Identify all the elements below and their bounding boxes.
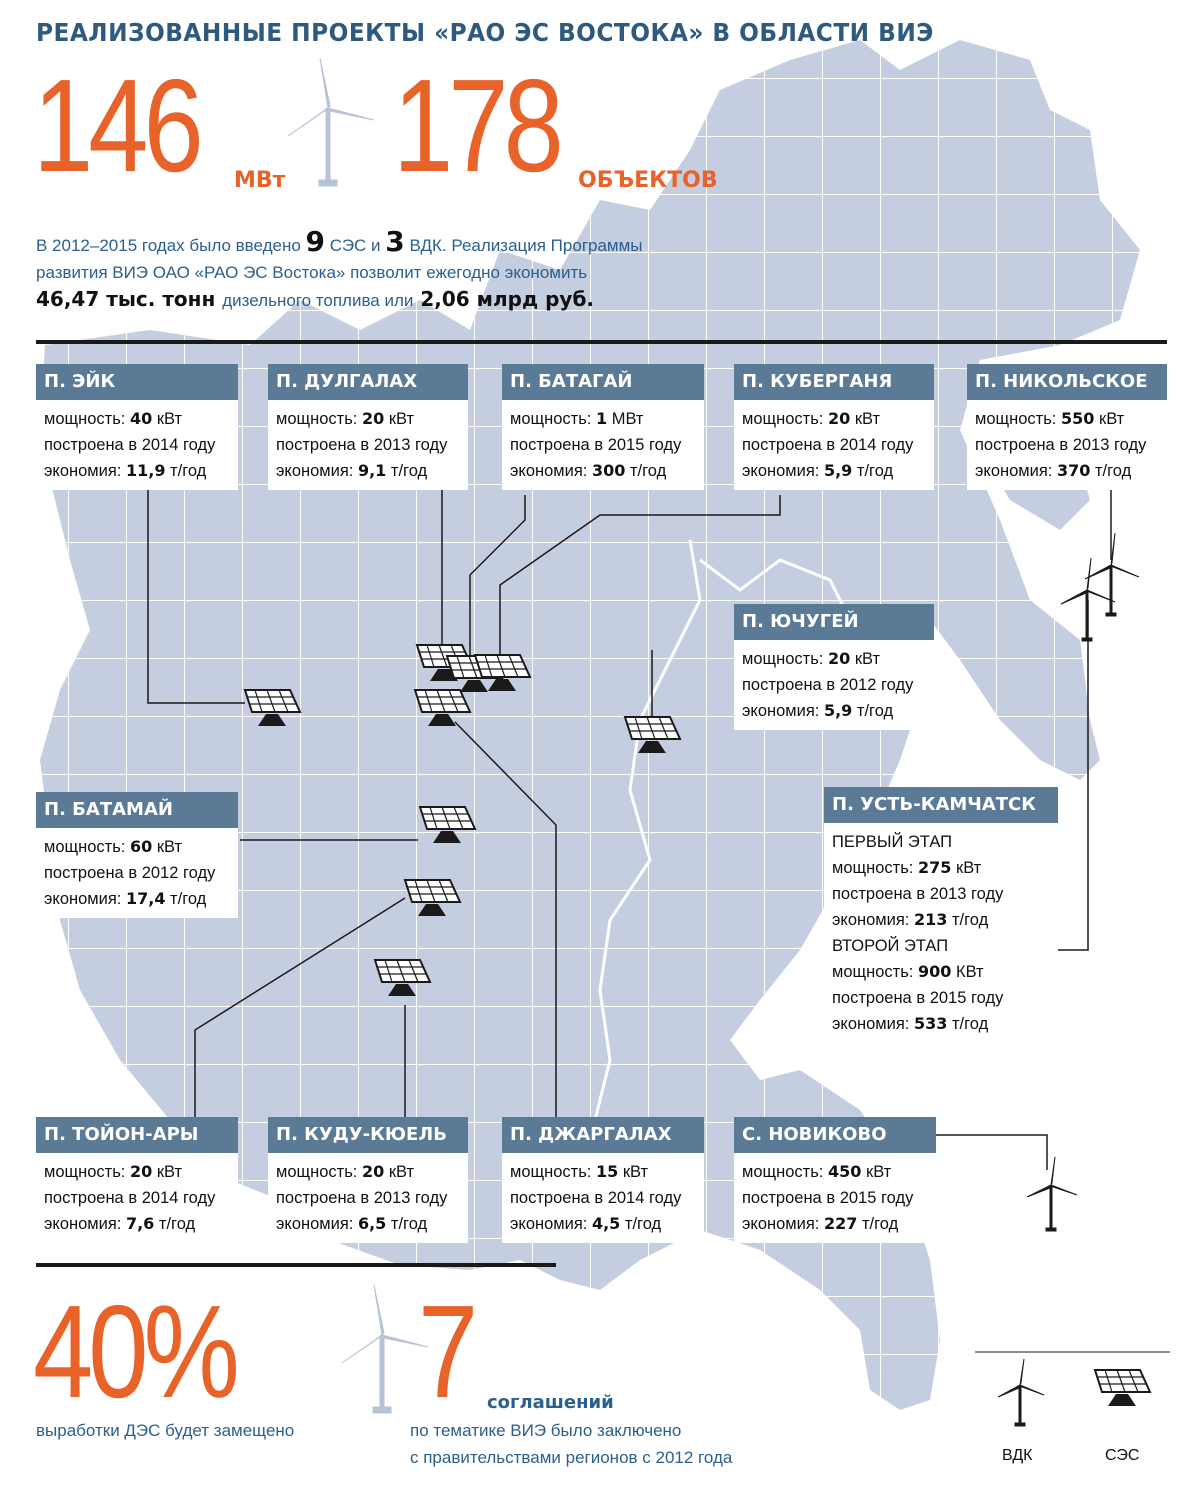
location-card xyxy=(36,364,238,490)
location-card xyxy=(502,364,704,490)
card-title: С. НОВИКОВО xyxy=(734,1117,936,1153)
power-row: мощность: 550 кВт xyxy=(975,409,1125,428)
location-card xyxy=(268,364,468,490)
intro-line1-c: ВДК. xyxy=(409,236,447,255)
share-caption: выработки ДЭС будет замещено xyxy=(36,1421,295,1440)
saving-row: экономия: 5,9 т/год xyxy=(742,461,894,480)
agreements-unit: соглашений xyxy=(487,1392,614,1413)
power-row: мощность: 20 кВт xyxy=(276,1162,415,1181)
built-row: построена в 2014 году xyxy=(742,436,914,454)
built-row: построена в 2015 году xyxy=(742,1189,914,1207)
top-divider xyxy=(36,340,1167,344)
intro-line1-d: Реализация Программы xyxy=(451,236,643,255)
intro-line3-mid: дизельного топлива или xyxy=(222,291,414,310)
built-row: построена в 2013 году xyxy=(975,436,1147,454)
card-title: П. ЭЙК xyxy=(36,364,238,400)
location-card xyxy=(36,1117,238,1243)
power-row: мощность: 1 МВт xyxy=(510,409,644,428)
intro-line1-a: В 2012–2015 годах было введено xyxy=(36,236,301,255)
power-row: мощность: 20 кВт xyxy=(742,409,881,428)
card-title: П. ТОЙОН-АРЫ xyxy=(36,1117,238,1153)
built-row: построена в 2013 году xyxy=(276,436,448,454)
location-card xyxy=(967,364,1167,490)
location-card xyxy=(734,364,934,490)
saving-row: экономия: 370 т/год xyxy=(975,461,1132,480)
power-row: мощность: 15 кВт xyxy=(510,1162,649,1181)
legend-solar-label: СЭС xyxy=(1105,1447,1140,1464)
agreements-line2: с правительствами регионов с 2012 года xyxy=(410,1448,733,1467)
objects-value: 178 xyxy=(393,52,559,199)
bottom-divider xyxy=(36,1263,556,1267)
capacity-value: 146 xyxy=(33,52,199,199)
card-ust-kamchatsk xyxy=(824,787,1058,1043)
capacity-unit: МВт xyxy=(234,168,286,193)
built-row: построена в 2012 году xyxy=(44,864,216,882)
built-row: построена в 2014 году xyxy=(44,436,216,454)
stage1-power-row: мощность: 275 кВт xyxy=(832,858,982,877)
card-title: П. УСТЬ-КАМЧАТСК xyxy=(824,787,1058,823)
money-amount: 2,06 млрд руб. xyxy=(420,287,595,311)
power-row: мощность: 60 кВт xyxy=(44,837,183,856)
stage2-saving-row: экономия: 533 т/год xyxy=(832,1014,989,1033)
built-row: построена в 2015 году xyxy=(510,436,682,454)
objects-unit: ОБЪЕКТОВ xyxy=(578,168,718,193)
power-row: мощность: 40 кВт xyxy=(44,409,183,428)
built-row: построена в 2014 году xyxy=(510,1189,682,1207)
page-title: РЕАЛИЗОВАННЫЕ ПРОЕКТЫ «РАО ЭС ВОСТОКА» В ОБЛАСТИ ВИЭ xyxy=(36,18,934,47)
saving-row: экономия: 300 т/год xyxy=(510,461,667,480)
built-row: построена в 2014 году xyxy=(44,1189,216,1207)
card-title: П. ДЖАРГАЛАХ xyxy=(502,1117,704,1153)
saving-row: экономия: 17,4 т/год xyxy=(44,889,207,908)
intro-line1-b: СЭС и xyxy=(329,236,381,255)
saving-row: экономия: 6,5 т/год xyxy=(276,1214,428,1233)
agreements-line1: по тематике ВИЭ было заключено xyxy=(410,1421,682,1440)
card-title: П. КУДУ-КЮЕЛЬ xyxy=(268,1117,468,1153)
saving-row: экономия: 4,5 т/год xyxy=(510,1214,662,1233)
fuel-amount: 46,47 тыс. тонн xyxy=(36,287,216,311)
card-title: П. КУБЕРГАНЯ xyxy=(734,364,934,400)
location-card xyxy=(502,1117,704,1243)
vdk-count: 3 xyxy=(385,225,405,258)
stage2-power-row: мощность: 900 КВт xyxy=(832,962,984,981)
stage2-title: ВТОРОЙ ЭТАП xyxy=(832,937,949,955)
card-title: П. ЮЧУГЕЙ xyxy=(734,604,934,640)
built-row: построена в 2012 году xyxy=(742,676,914,694)
power-row: мощность: 20 кВт xyxy=(44,1162,183,1181)
location-card xyxy=(268,1117,468,1243)
saving-row: экономия: 227 т/год xyxy=(742,1214,899,1233)
legend-wind-label: ВДК xyxy=(1002,1447,1033,1464)
intro-text xyxy=(36,225,756,314)
card-title: П. ДУЛГАЛАХ xyxy=(268,364,468,400)
card-title: П. НИКОЛЬСКОЕ xyxy=(967,364,1167,400)
saving-row: экономия: 7,6 т/год xyxy=(44,1214,196,1233)
intro-line2: развития ВИЭ ОАО «РАО ЭС Востока» позволит ежегодно экономить xyxy=(36,263,588,282)
built-row: построена в 2013 году xyxy=(276,1189,448,1207)
stage1-saving-row: экономия: 213 т/год xyxy=(832,910,989,929)
card-title: П. БАТАГАЙ xyxy=(502,364,704,400)
ses-count: 9 xyxy=(305,225,326,258)
saving-row: экономия: 9,1 т/год xyxy=(276,461,428,480)
location-card xyxy=(734,604,934,730)
location-card xyxy=(36,792,238,918)
agreements-value: 7 xyxy=(418,1278,474,1425)
stage1-title: ПЕРВЫЙ ЭТАП xyxy=(832,833,952,851)
location-card xyxy=(734,1117,936,1243)
power-row: мощность: 450 кВт xyxy=(742,1162,892,1181)
share-value: 40% xyxy=(33,1278,235,1425)
stage1-built-row: построена в 2013 году xyxy=(832,885,1004,903)
saving-row: экономия: 11,9 т/год xyxy=(44,461,207,480)
card-title: П. БАТАМАЙ xyxy=(36,792,238,828)
power-row: мощность: 20 кВт xyxy=(742,649,881,668)
power-row: мощность: 20 кВт xyxy=(276,409,415,428)
stage2-built-row: построена в 2015 году xyxy=(832,989,1004,1007)
saving-row: экономия: 5,9 т/год xyxy=(742,701,894,720)
